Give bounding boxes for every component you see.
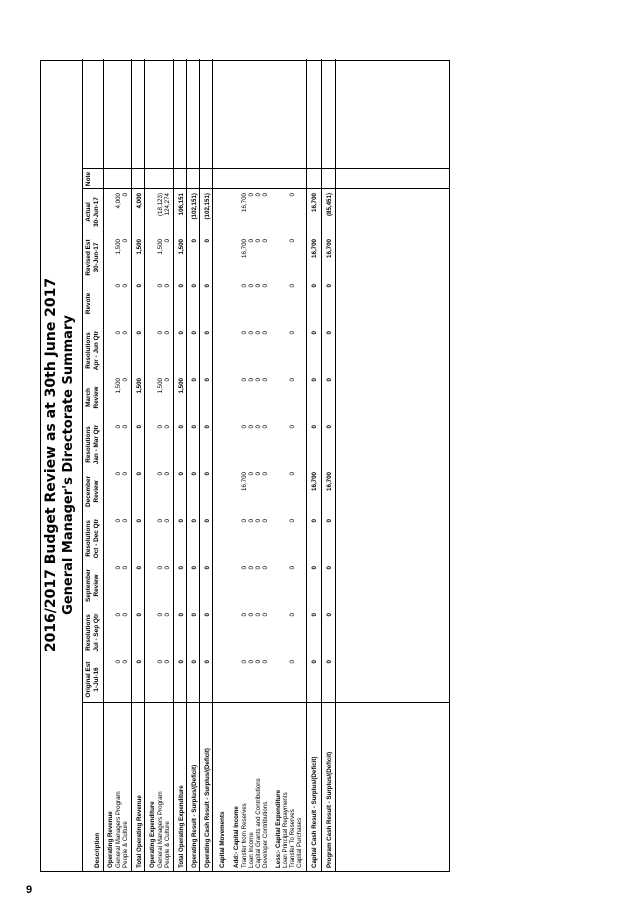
row-value: 0	[255, 660, 262, 664]
row-value: 0	[289, 472, 296, 476]
row-value: 0	[262, 660, 269, 664]
row-rule	[321, 59, 322, 871]
row-value: 0	[241, 519, 248, 523]
row-value: 0	[262, 331, 269, 335]
row-value: 0	[115, 613, 122, 617]
row-value: 0	[164, 613, 171, 617]
header-cell	[85, 656, 100, 703]
row-value: 0	[122, 378, 129, 382]
row-rule	[212, 59, 213, 871]
row-value: 0	[136, 613, 143, 617]
page-number: 9	[26, 884, 33, 896]
header-line-1: Revote	[85, 292, 92, 315]
row-label: Operating Cash Result - Surplus/(Deficit)	[204, 748, 211, 868]
row-value: 0	[248, 660, 255, 664]
row-value: 16,700	[311, 193, 318, 212]
row-rule	[131, 59, 132, 871]
row-value: 0	[255, 472, 262, 476]
row-rule	[173, 59, 174, 871]
header-line-2: Review	[92, 480, 100, 503]
row-label: Capital Purchases	[296, 817, 303, 868]
row-value: 0	[204, 660, 211, 664]
row-value: 0	[255, 519, 262, 523]
row-value: 0	[289, 378, 296, 382]
row-value: 0	[178, 472, 185, 476]
header-cell	[94, 706, 102, 868]
row-value: 0	[311, 425, 318, 429]
row-label: Program Cash Result - Surplus/(Deficit)	[326, 751, 333, 868]
row-value: 0	[115, 519, 122, 523]
row-value: 0	[122, 239, 129, 243]
row-label: General Managers Program	[157, 791, 164, 868]
row-value: 0	[289, 425, 296, 429]
row-value: 0	[115, 660, 122, 664]
row-label: General Managers Program	[115, 791, 122, 868]
header-bottom-rule	[103, 59, 104, 871]
row-value: 0	[326, 378, 333, 382]
row-value: 0	[191, 566, 198, 570]
row-value: 4,000	[136, 193, 143, 209]
row-value: 0	[178, 660, 185, 664]
row-value: 0	[326, 519, 333, 523]
row-value: 0	[326, 425, 333, 429]
row-rule	[335, 59, 336, 871]
row-value: 0	[262, 613, 269, 617]
row-rule	[144, 59, 145, 871]
row-value: 0	[311, 566, 318, 570]
row-value: 0	[204, 284, 211, 288]
row-value: 0	[178, 519, 185, 523]
row-value: 0	[311, 660, 318, 664]
row-value: 0	[191, 425, 198, 429]
row-value: 0	[204, 331, 211, 335]
row-value: 0	[326, 331, 333, 335]
row-value: 0	[248, 378, 255, 382]
row-value: 0	[248, 425, 255, 429]
row-value: 124,274	[164, 193, 171, 216]
row-value: 0	[164, 331, 171, 335]
row-label: Less:- Capital Expenditure	[275, 789, 282, 868]
row-value: 0	[191, 284, 198, 288]
header-line-1: Description	[94, 832, 101, 868]
report-title: 2016/2017 Budget Review as at 30th June 2017	[43, 277, 59, 653]
row-value: (18,123)	[157, 193, 164, 217]
row-value: 0	[204, 378, 211, 382]
row-value: 16,700	[241, 193, 248, 212]
row-value: 0	[157, 613, 164, 617]
row-value: 0	[289, 239, 296, 243]
row-value: 0	[122, 472, 129, 476]
row-value: 1,500	[115, 239, 122, 255]
row-value: 0	[289, 519, 296, 523]
budget-sheet	[40, 60, 450, 872]
row-value: 0	[289, 193, 296, 197]
row-value: 0	[241, 331, 248, 335]
row-value: 0	[191, 239, 198, 243]
row-value: 0	[311, 519, 318, 523]
row-value: 0	[311, 613, 318, 617]
row-value: 0	[262, 284, 269, 288]
header-cell	[85, 280, 93, 327]
row-value: 0	[326, 613, 333, 617]
row-value: 0	[289, 284, 296, 288]
row-value: 0	[191, 519, 198, 523]
table-top-rule	[82, 59, 83, 871]
row-value: 0	[164, 660, 171, 664]
row-value: 0	[255, 566, 262, 570]
row-value: 0	[122, 284, 129, 288]
row-value: 0	[204, 472, 211, 476]
column-rule	[82, 188, 450, 189]
row-value: 0	[122, 425, 129, 429]
row-label: Transfer from Reserves	[241, 803, 248, 868]
row-value: 1,500	[115, 378, 122, 394]
header-cell	[85, 609, 100, 656]
row-value: 0	[241, 284, 248, 288]
row-value: 0	[191, 378, 198, 382]
row-value: 0	[204, 239, 211, 243]
row-value: 1,500	[157, 378, 164, 394]
row-value: 0	[262, 378, 269, 382]
row-value: 0	[255, 425, 262, 429]
row-value: 0	[289, 566, 296, 570]
row-value: (102,151)	[204, 193, 211, 220]
row-value: 0	[289, 613, 296, 617]
row-label: Loan Income	[248, 832, 255, 868]
row-value: 0	[326, 566, 333, 570]
header-line-2: Jul - Sep Qtr	[92, 613, 100, 652]
row-value: 0	[164, 425, 171, 429]
row-value: 0	[191, 472, 198, 476]
row-value: 0	[255, 613, 262, 617]
header-cell	[85, 189, 100, 235]
header-line-2: 1-Jul-16	[92, 667, 100, 692]
row-value: 4,000	[115, 193, 122, 209]
row-value: 0	[136, 284, 143, 288]
row-rule	[186, 59, 187, 871]
row-value: 16,700	[326, 472, 333, 491]
header-line-2: Review	[92, 386, 100, 409]
report-subtitle: General Manager's Directorate Summary	[61, 315, 76, 615]
row-label: Developer Contributions	[262, 801, 269, 868]
row-label: Capital Movements	[219, 811, 226, 868]
row-value: 0	[136, 519, 143, 523]
row-value: 16,700	[241, 472, 248, 491]
header-cell	[85, 421, 100, 468]
row-value: 0	[311, 378, 318, 382]
row-value: 0	[122, 519, 129, 523]
row-value: 0	[157, 425, 164, 429]
row-value: 0	[204, 425, 211, 429]
row-value: 1,500	[136, 239, 143, 255]
row-value: 0	[136, 660, 143, 664]
row-value: 0	[248, 284, 255, 288]
column-rule	[82, 168, 450, 169]
row-value: 0	[241, 378, 248, 382]
row-label: Total Operating Revenue	[136, 795, 143, 868]
row-value: 0	[248, 519, 255, 523]
row-value: 0	[289, 331, 296, 335]
row-label: Operating Revenue	[107, 811, 114, 868]
row-value: 0	[157, 566, 164, 570]
row-value: 0	[164, 284, 171, 288]
row-value: 0	[255, 378, 262, 382]
row-value: 0	[241, 660, 248, 664]
row-value: 0	[164, 566, 171, 570]
row-value: 0	[326, 660, 333, 664]
header-line-1: Resolutions	[85, 520, 92, 557]
header-line-1: Note	[85, 171, 92, 187]
row-value: 1,500	[178, 239, 185, 255]
row-value: 0	[115, 472, 122, 476]
row-value: 0	[248, 239, 255, 243]
header-line-1: Revised Est	[85, 239, 92, 276]
row-value: 0	[136, 331, 143, 335]
header-cell	[85, 235, 100, 280]
header-cell	[85, 468, 100, 515]
row-value: 0	[241, 613, 248, 617]
row-value: 0	[326, 284, 333, 288]
row-value: 0	[122, 660, 129, 664]
header-line-1: September	[85, 568, 92, 603]
row-value: 0	[178, 284, 185, 288]
row-value: 0	[241, 425, 248, 429]
row-value: 16,700	[326, 239, 333, 258]
row-value: 106,151	[178, 193, 185, 216]
row-value: 0	[311, 284, 318, 288]
row-value: 0	[157, 660, 164, 664]
row-label: People & Culture	[164, 821, 171, 868]
header-line-1: March	[85, 388, 92, 407]
row-value: 0	[164, 378, 171, 382]
header-line-1: Original Est	[85, 661, 92, 698]
row-label: Operating Result - Surplus/(Deficit)	[191, 764, 198, 868]
row-value: 0	[122, 331, 129, 335]
row-value: 1,500	[136, 378, 143, 394]
row-value: 0	[178, 566, 185, 570]
row-value: 0	[157, 472, 164, 476]
header-cell	[85, 562, 100, 609]
row-value: 16,700	[311, 472, 318, 491]
row-value: 16,700	[241, 239, 248, 258]
header-line-1: Resolutions	[85, 614, 92, 651]
row-value: 0	[255, 331, 262, 335]
row-value: 0	[262, 472, 269, 476]
row-value: 0	[115, 331, 122, 335]
row-value: 16,700	[311, 239, 318, 258]
row-value: 0	[255, 284, 262, 288]
row-value: 0	[157, 331, 164, 335]
row-value: 0	[178, 425, 185, 429]
row-value: 0	[164, 519, 171, 523]
row-value: 0	[115, 425, 122, 429]
row-value: 0	[204, 519, 211, 523]
row-value: 0	[262, 193, 269, 197]
header-line-2: 30-Jun-17	[92, 242, 100, 273]
row-value: 0	[204, 613, 211, 617]
header-line-2: Oct - Dec Qtr	[92, 518, 100, 559]
row-label: Transfer To Reserves	[289, 809, 296, 868]
row-value: 0	[115, 284, 122, 288]
row-value: 0	[248, 193, 255, 197]
row-value: 0	[255, 239, 262, 243]
row-value: 0	[178, 331, 185, 335]
row-value: 0	[204, 566, 211, 570]
header-cell	[85, 374, 100, 421]
header-cell	[85, 515, 100, 562]
header-line-1: Resolutions	[85, 426, 92, 463]
row-value: 0	[157, 284, 164, 288]
row-value: 0	[191, 660, 198, 664]
row-label: People & Culture	[122, 821, 129, 868]
row-value: 0	[178, 613, 185, 617]
row-value: 0	[136, 472, 143, 476]
row-value: 0	[241, 566, 248, 570]
row-value: 0	[311, 331, 318, 335]
row-value: 0	[164, 239, 171, 243]
row-value: 1,500	[157, 239, 164, 255]
header-line-1: Resolutions	[85, 332, 92, 369]
row-value: 1,500	[178, 378, 185, 394]
header-line-2: Jan - Mar Qtr	[92, 424, 100, 465]
row-value: 0	[136, 566, 143, 570]
row-value: 0	[262, 425, 269, 429]
row-rule	[199, 59, 200, 871]
row-value: 0	[136, 425, 143, 429]
row-value: 0	[157, 519, 164, 523]
row-value: 0	[289, 660, 296, 664]
header-line-1: December	[85, 476, 92, 507]
row-value: 0	[115, 566, 122, 570]
row-value: 0	[248, 472, 255, 476]
header-cell	[85, 327, 100, 374]
row-value: 0	[262, 239, 269, 243]
row-label: Capital Cash Result - Surplus/(Deficit)	[311, 756, 318, 868]
row-rule	[306, 59, 307, 871]
row-value: 0	[262, 566, 269, 570]
row-value: 0	[122, 566, 129, 570]
row-label: Capital Grants and Contributions	[255, 778, 262, 868]
row-value: 0	[122, 193, 129, 197]
row-label: Add:- Capital Income	[233, 806, 240, 868]
row-label: Operating Expenditure	[149, 801, 156, 868]
row-value: 0	[191, 613, 198, 617]
row-value: 0	[122, 613, 129, 617]
row-value: 0	[262, 519, 269, 523]
row-value: (102,151)	[191, 193, 198, 220]
row-label: Loan Principal Repayments	[282, 792, 289, 868]
row-label: Total Operating Expenditure	[178, 785, 185, 868]
header-cell	[85, 169, 93, 189]
row-value: 0	[164, 472, 171, 476]
header-line-2: Review	[92, 574, 100, 597]
row-value: 0	[255, 193, 262, 197]
row-value: 0	[248, 613, 255, 617]
row-value: (85,451)	[326, 193, 333, 217]
header-line-2: Apr - Jun Qtr	[92, 330, 100, 371]
header-line-1: Actual	[85, 202, 92, 222]
row-value: 0	[248, 566, 255, 570]
row-value: 0	[191, 331, 198, 335]
header-line-2: 30-Jun-17	[92, 197, 100, 227]
row-value: 0	[248, 331, 255, 335]
